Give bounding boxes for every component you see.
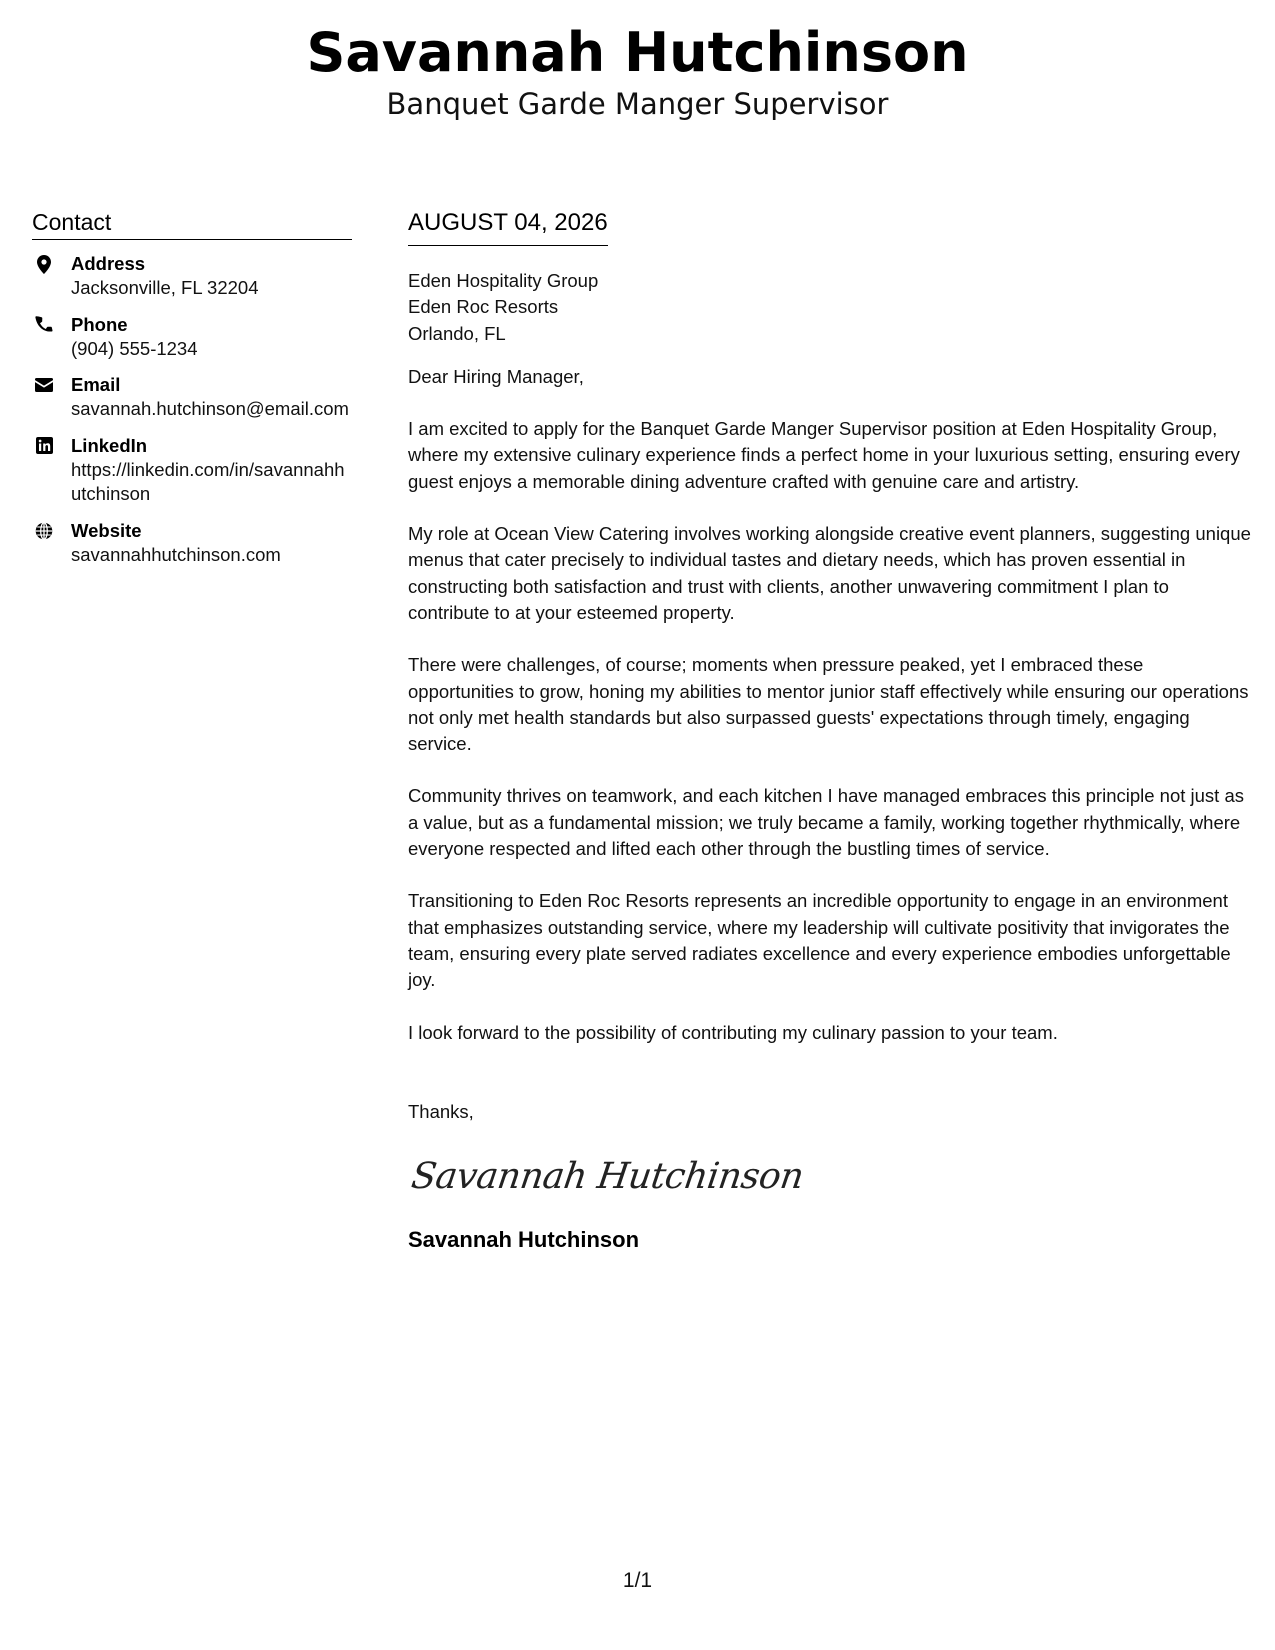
phone-value: (904) 555-1234 [71,337,198,359]
letter-paragraph: I am excited to apply for the Banquet Garde Manger Supervisor position at Eden Hospitality Group, where my extensive culinary experience finds a perfect home in your luxurious setting, ensuring every guest enjoys a memorable dining adventure crafted with genuine care and artistry. [408,418,1240,492]
globe-icon [35,521,53,541]
linkedin-value: https://linkedin.com/in/savannahhutchinson [71,458,345,504]
contact-heading: Contact [32,208,352,240]
applicant-name: Savannah Hutchinson [306,21,969,84]
contact-item-linkedin [32,434,352,507]
phone-icon [35,315,53,335]
handwritten-signature [408,1151,806,1203]
signer-name: Savannah Hutchinson [408,1227,640,1253]
letter-paragraph: There were challenges, of course; moments when pressure peaked, yet I embraced these opportunities to grow, honing my abilities to mentor junior staff effectively while ensuring our operations not only met health standards but also surpassed guests' expectations through timely, engaging service. [408,654,1249,755]
job-title: Banquet Garde Manger Supervisor [386,87,889,121]
contact-item-website [32,519,352,568]
map-pin-icon [35,254,53,274]
document-header [0,18,1275,122]
contact-label: Website [71,519,142,541]
contact-label: Phone [71,313,128,335]
contact-item-address [32,252,352,301]
contact-label: Address [71,253,146,274]
recipient-location: Orlando, FL [408,322,506,344]
contact-label: Email [71,374,121,395]
linkedin-icon [35,436,53,456]
contact-item-phone [32,313,352,362]
envelope-icon [35,375,53,395]
page-number: 1/1 [622,1569,653,1592]
letter-paragraph: I look forward to the possibility of contributing my culinary passion to your team. [408,1021,1058,1043]
recipient-block [408,268,1253,347]
contact-item-email [32,373,352,422]
letter-body [408,208,1253,1254]
contact-label: LinkedIn [71,434,148,456]
recipient-organization: Eden Roc Resorts [408,296,559,318]
letter-paragraph: Community thrives on teamwork, and each kitchen I have managed embraces this principle not just as a value, but as a fundamental mission; we truly became a family, working together rhythmically, where everyone respected and lifted each other through the bustling times of service. [408,785,1244,860]
contact-sidebar [32,208,352,567]
letter-paragraph: My role at Ocean View Catering involves working alongside creative event planners, suggesting unique menus that cater precisely to individual tastes and dietary needs, which has proven essential in constructing both satisfaction and trust with clients, another unwavering commitment I plan to contribute to at your esteemed property. [408,523,1251,623]
website-value: savannahhutchinson.com [71,543,281,565]
email-value: savannah.hutchinson@email.com [71,398,349,419]
closing: Thanks, [408,1100,474,1122]
salutation: Dear Hiring Manager, [408,365,584,387]
address-value: Jacksonville, FL 32204 [71,277,259,298]
letter-date: AUGUST 04, 2026 [408,208,608,246]
recipient-company: Eden Hospitality Group [408,270,599,291]
signature-text: Savannah Hutchinson [408,1156,806,1198]
letter-paragraph: Transitioning to Eden Roc Resorts represents an incredible opportunity to engage in an environment that emphasizes outstanding service, where my leadership will cultivate positivity that invigorates the team, ensuring every plate served radiates excellence and every experience embodies unforgettable joy. [408,890,1231,991]
